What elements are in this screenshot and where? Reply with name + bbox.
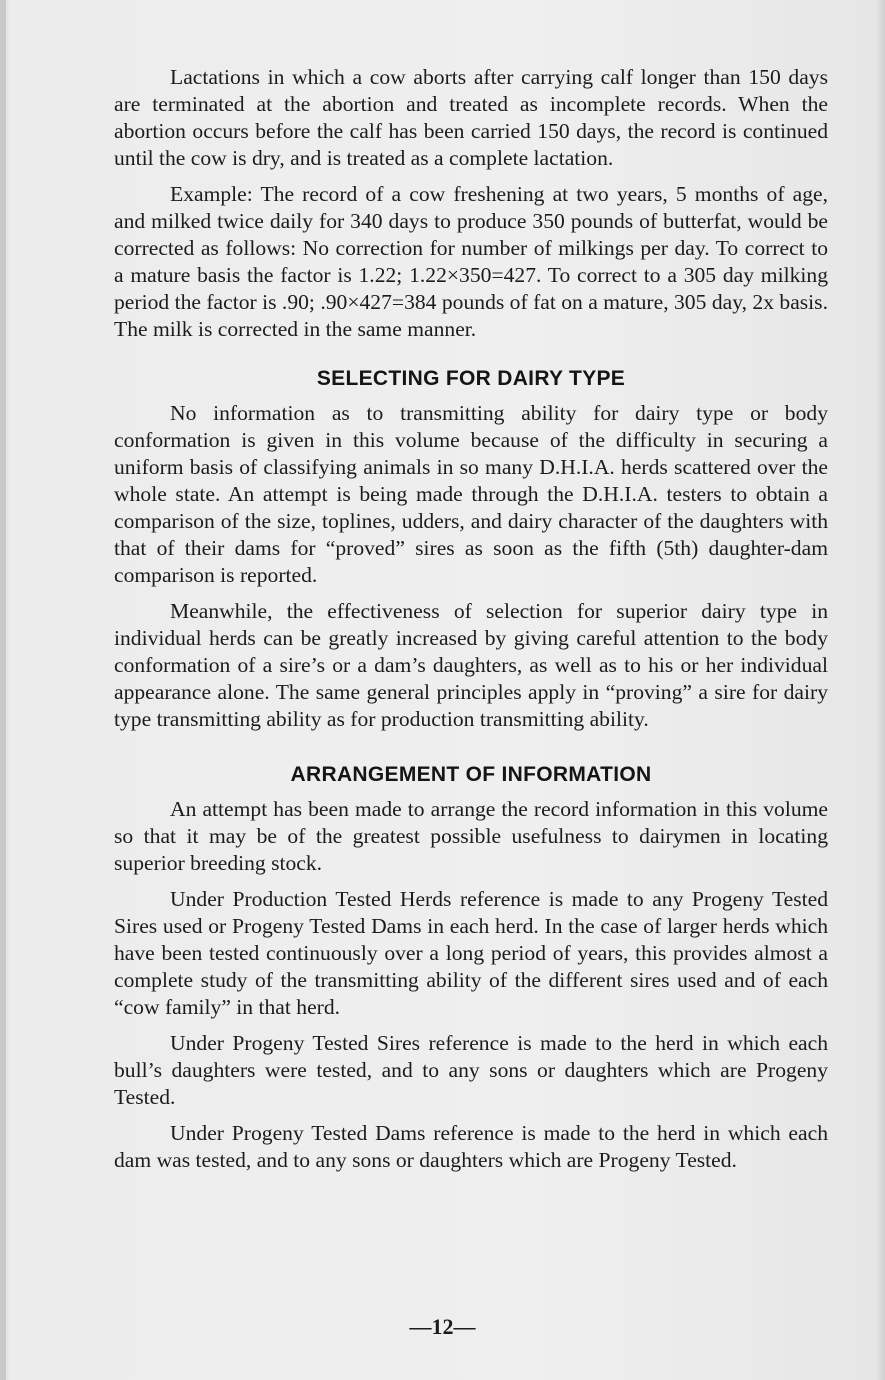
page-left-edge xyxy=(0,0,6,1380)
paragraph-arrangement-4: Under Progeny Tested Dams reference is made to the herd in which each dam was tested, and to any sons or daughters which are Progeny Tested. xyxy=(114,1121,828,1172)
paragraph-dairy-type-2: Meanwhile, the effectiveness of selection for superior dairy type in individual herds can be greatly increased by giving careful attention to the body conformation of a sire’s or a dam’s daughters, as well as to his or her individual appearance alone. The same general principles apply in “proving” a sire for dairy type transmitting ability as for production transmitting ability. xyxy=(114,599,828,731)
paragraph-abortion-rule: Lactations in which a cow aborts after carrying calf longer than 150 days are terminated at the abortion and treated as incomplete records. When the abortion occurs before the calf has been carried 150 days, the record is continued until the cow is dry, and is treated as a complete lactation. xyxy=(114,65,828,170)
page-right-edge xyxy=(877,0,885,1380)
page-body xyxy=(114,64,828,1183)
paragraph-arrangement-2: Under Production Tested Herds reference is made to any Progeny Tested Sires used or Progeny Tested Dams in each herd. In the case of larger herds which have been tested continuously over a long period of years, this provides almost a complete study of the transmitting ability of the different sires used and of each “cow family” in that herd. xyxy=(114,887,828,1019)
paragraph-arrangement-1: An attempt has been made to arrange the record information in this volume so that it may be of the greatest possible usefulness to dairymen in locating superior breeding stock. xyxy=(114,797,828,875)
paragraph-dairy-type-1: No information as to transmitting ability for dairy type or body conformation is given in this volume because of the difficulty in securing a uniform basis of classifying animals in so many D.H.I.A. herds scattered over the whole state. An attempt is being made through the D.H.I.A. testers to obtain a comparison of the size, toplines, udders, and dairy character of the daughters with that of their dams for “proved” sires as soon as the fifth (5th) daughter-dam comparison is reported. xyxy=(114,401,828,587)
paragraph-arrangement-3: Under Progeny Tested Sires reference is made to the herd in which each bull’s daughters were tested, and to any sons or daughters which are Progeny Tested. xyxy=(114,1031,828,1109)
page-number: —12— xyxy=(409,1314,476,1339)
paragraph-example: Example: The record of a cow freshening at two years, 5 months of age, and milked twice daily for 340 days to produce 350 pounds of butterfat, would be corrected as follows: No correction for number of milkings per day. To correct to a mature basis the factor is 1.22; 1.22×350=427. To correct to a 305 day milking period the factor is .90; .90×427=384 pounds of fat on a mature, 305 day, 2x basis. The milk is corrected in the same manner. xyxy=(114,182,828,341)
heading-selecting-dairy-type: SELECTING FOR DAIRY TYPE xyxy=(316,367,626,390)
heading-arrangement-of-information: ARRANGEMENT OF INFORMATION xyxy=(290,763,652,786)
